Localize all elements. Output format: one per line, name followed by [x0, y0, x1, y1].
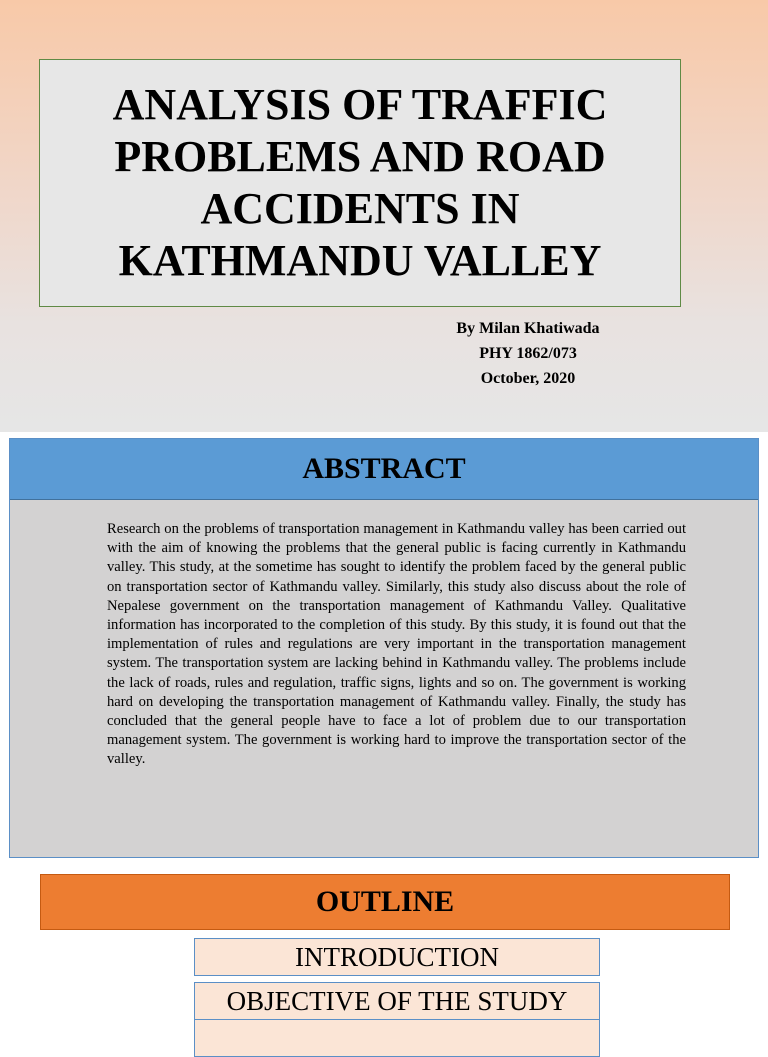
- abstract-header: [10, 439, 758, 500]
- outline-item-partial: [194, 1019, 600, 1057]
- outline-item-objective: OBJECTIVE OF THE STUDY: [194, 982, 600, 1020]
- outline-item-introduction: INTRODUCTION: [194, 938, 600, 976]
- roll-number: PHY 1862/073: [479, 345, 577, 362]
- abstract-heading: ABSTRACT: [302, 452, 466, 485]
- abstract-body: Research on the problems of transportation management in Kathmandu valley has been carried out with the aim of knowing the problems that the general public is facing currently in Kathmandu valley. This study, at the sometime has sought to identify the problem faced by the general public on transportation sector of Kathmandu valley. Similarly, this study also discuss about the role of Nepalese government on the transportation management of Kathmandu Valley. Qualitative information has incorporated to the completion of this study. By this study, it is found out that the implementation of rules and regulations are very important in the transportation management system. The transportation system are lacking behind in Kathmandu valley. The problems include the lack of roads, rules and regulation, traffic signs, lights and so on. The government is working hard on developing the transportation management of Kathmandu valley. Finally, the study has concluded that the general people have to face a lot of problem due to our transportation management system. The government is working hard to improve the transportation sector of the valley.: [107, 521, 686, 768]
- byline: [430, 316, 626, 391]
- title-box: [39, 59, 681, 307]
- document-title: ANALYSIS OF TRAFFIC PROBLEMS AND ROAD ACCIDENTS IN KATHMANDU VALLEY: [112, 80, 608, 285]
- document-date: October, 2020: [480, 370, 576, 387]
- author-name: By Milan Khatiwada: [456, 320, 600, 337]
- outline-header: [40, 874, 730, 930]
- outline-heading: OUTLINE: [315, 885, 455, 918]
- title-slide: [0, 0, 768, 432]
- abstract-slide: [9, 438, 759, 858]
